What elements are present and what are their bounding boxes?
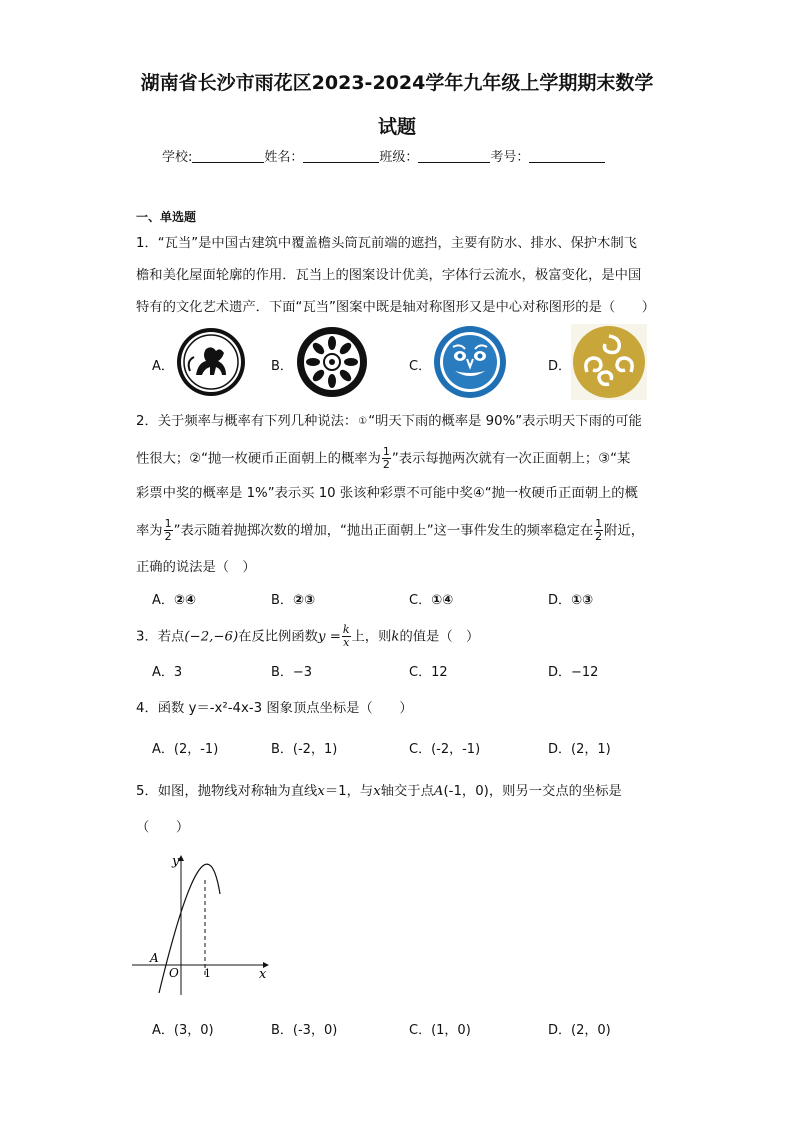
frac-num: 1 (164, 517, 172, 530)
frac-den: 2 (164, 530, 172, 543)
q2-option-b[interactable] (271, 589, 315, 608)
q4-option-a[interactable]: A．(2，-1) (152, 742, 219, 757)
name-label: 姓名： (264, 150, 304, 165)
option-mark: ① (571, 593, 583, 608)
q2-text: 2．关于频率与概率有下列几种说法： (136, 414, 358, 429)
mark-1: ① (358, 416, 368, 427)
fraction-half (594, 518, 603, 543)
frac-den: x (343, 636, 350, 649)
exam-no-blank[interactable] (529, 149, 605, 163)
q2-text: 率为 (136, 523, 163, 539)
q1-option-b-label: B． (271, 359, 293, 374)
q3-option-b[interactable]: B．−3 (271, 665, 313, 680)
q3-text: 在反比例函数 (238, 629, 318, 645)
q2-text: ”表示随着抛掷次数的增加，“抛出正面朝上”这一事件发生的频率稳定在 (173, 523, 594, 539)
mark-4: ④ (472, 486, 485, 501)
option-mark: ④ (184, 593, 196, 608)
q2-line1 (136, 410, 642, 429)
q4-option-c[interactable]: C．(-2，-1) (409, 742, 481, 757)
q4-option-d[interactable]: D．(2，1) (548, 742, 611, 757)
cloud-tile-icon (571, 324, 647, 400)
frac-den: 2 (382, 458, 390, 471)
q2-text: “抛一枚硬币正面朝上的概率为 (201, 451, 381, 467)
tick-1-label: 1 (204, 967, 211, 980)
q5-line1 (136, 780, 622, 799)
mark-3: ③ (598, 451, 611, 467)
frac-den: 2 (595, 530, 603, 543)
q5-text: 5．如图，抛物线对称轴为直线 (136, 784, 318, 799)
option-label: D． (548, 593, 572, 608)
q1-line2: 檐和美化屋面轮廓的作用．瓦当上的图案设计优美，字体行云流水，极富变化，是中国 (136, 268, 642, 283)
q3-text: 3．若点 (136, 629, 185, 645)
option-mark: ② (173, 593, 185, 608)
point-a-label: A (150, 951, 159, 965)
q2-option-d[interactable] (548, 589, 593, 608)
q2-option-c[interactable] (409, 589, 453, 608)
option-label: B． (271, 593, 293, 608)
q3-option-c[interactable]: C．12 (409, 665, 448, 680)
q4-option-b[interactable]: B．(-2，1) (271, 742, 338, 757)
parabola-graph (128, 850, 278, 998)
option-mark: ④ (442, 593, 454, 608)
q3-text: 上，则 (351, 629, 392, 645)
school-label: 学校: (162, 150, 193, 165)
q2-text: 性很大； (136, 451, 190, 467)
class-label: 班级： (379, 150, 419, 165)
school-blank[interactable] (192, 149, 264, 163)
q2-text: “明天下雨的概率是 90%”表示明天下雨的可能 (368, 414, 642, 429)
q3-point: (−2,−6) (184, 629, 239, 645)
q1-line1: 1．“瓦当”是中国古建筑中覆盖檐头筒瓦前端的遮挡，主要有防水、排水、保护木制飞 (136, 236, 637, 251)
q1-option-a-label: A． (152, 359, 174, 374)
q2-line2 (136, 446, 630, 471)
frac-num: 1 (595, 517, 603, 530)
q3-line (136, 624, 479, 649)
q3-k: k (391, 629, 400, 645)
option-label: C． (409, 593, 432, 608)
page-title-line1: 湖南省长沙市雨花区2023-2024学年九年级上学期期末数学 (140, 72, 654, 94)
q5-option-b[interactable]: B．(-3，0) (271, 1023, 338, 1038)
option-mark: ③ (582, 593, 594, 608)
student-info-row (162, 146, 605, 165)
fraction-k-over-x (342, 624, 351, 649)
q5-line2: （ ） (136, 820, 190, 835)
q2-text: ”表示每抛两次就有一次正面朝上； (391, 451, 599, 467)
q3-option-d[interactable]: D．−12 (548, 665, 599, 680)
class-blank[interactable] (418, 149, 490, 163)
q1-line3: 特有的文化艺术遗产．下面“瓦当”图案中既是轴对称图形又是中心对称图形的是（ ） (136, 300, 656, 315)
y-axis-label: y (172, 854, 180, 869)
q5-text: ＝1，与 (324, 784, 374, 799)
lotus-tile-icon (296, 326, 368, 398)
q1-option-c-label: C． (409, 359, 432, 374)
section-heading: 一、单选题 (136, 210, 197, 224)
q5-option-d[interactable]: D．(2，0) (548, 1023, 611, 1038)
q2-line5: 正确的说法是（ ） (136, 560, 256, 575)
q4-line: 4．函数 y＝-x²-4x-3 图象顶点坐标是（ ） (136, 701, 413, 716)
option-mark: ② (292, 593, 304, 608)
mark-2: ② (189, 451, 202, 467)
q2-text: 彩票中奖的概率是 1%”表示买 10 张该种彩票不可能中奖 (136, 486, 473, 501)
mask-tile-icon (433, 325, 507, 399)
frac-num: 1 (382, 445, 390, 458)
page-title-line2: 试题 (377, 116, 416, 138)
q2-line4 (136, 518, 644, 543)
fraction-half (164, 518, 173, 543)
frac-num: k (342, 623, 350, 636)
q2-line3 (136, 482, 638, 501)
option-mark: ① (431, 593, 443, 608)
q5-option-a[interactable]: A．(3，0) (152, 1023, 214, 1038)
q3-option-a[interactable]: A．3 (152, 665, 183, 680)
q5-var: x (317, 784, 325, 799)
fraction-half (382, 446, 391, 471)
q5-var: A (433, 784, 444, 799)
tiger-tile-icon (176, 327, 246, 397)
q3-text: 的值是（ ） (399, 629, 480, 645)
q2-option-a[interactable] (152, 589, 196, 608)
q1-option-d-label: D． (548, 359, 572, 374)
q5-var: x (373, 784, 381, 799)
q2-text: “抛一枚硬币正面朝上的概 (484, 486, 638, 501)
q2-text: 附近， (604, 523, 645, 539)
x-axis-label: x (259, 967, 267, 982)
q5-text: 轴交于点 (380, 784, 434, 799)
q5-option-c[interactable]: C．(1，0) (409, 1023, 471, 1038)
option-mark: ③ (303, 593, 315, 608)
exam-no-label: 考号： (490, 150, 530, 165)
option-label: A． (152, 593, 174, 608)
q3-y-eq: y = (317, 629, 341, 645)
q2-text: “某 (610, 451, 631, 467)
q5-text: (-1，0)，则另一交点的坐标是 (443, 784, 622, 799)
origin-label: O (169, 966, 179, 980)
name-blank[interactable] (303, 149, 379, 163)
